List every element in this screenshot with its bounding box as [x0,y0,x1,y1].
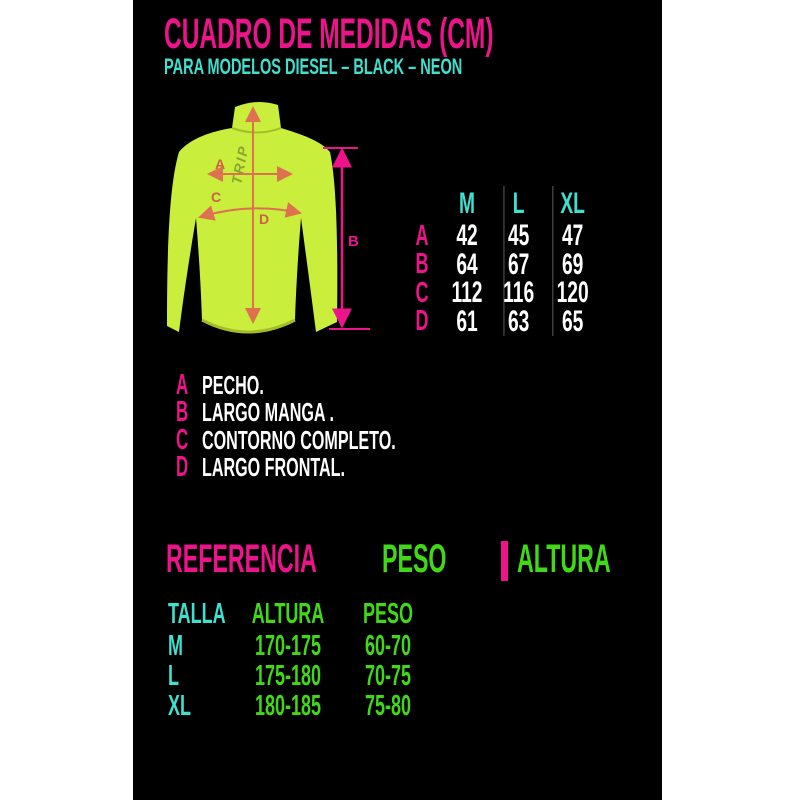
ref-row-xl-peso: 75-80 [365,689,411,722]
size-value-d-l: 63 [503,308,532,337]
size-table-corner [405,186,439,222]
legend-key-b: B [176,396,189,429]
measurement-legend [176,369,515,484]
measure-label-c: C [211,189,222,205]
legend-item-a [176,369,515,401]
ref-row-xl-talla: XL [168,689,191,722]
legend-text-c: CONTORNO COMPLETO. [202,424,396,455]
legend-item-c [176,423,515,456]
brand-logo-text: TRIP [228,143,252,186]
heading-separator-bar [501,541,508,581]
ref-row-l-talla: L [168,659,179,692]
legend-item-d [176,451,515,484]
measure-label-d: D [259,211,270,227]
size-value-d-m: 61 [456,304,478,338]
size-value-b-m: 64 [456,247,478,281]
ref-row-l-altura: 175-180 [255,659,321,692]
size-column-header-xl: XL [552,186,592,222]
size-chart-panel [133,0,662,800]
legend-item-b [176,396,515,429]
legend-key-c: C [176,423,189,456]
ref-row-l-peso: 70-75 [365,659,411,692]
legend-key-d: D [176,451,189,484]
jacket-back-illustration [160,90,410,350]
size-row-label-b: B [415,248,429,281]
legend-text-b: LARGO MANGA . [202,397,334,428]
size-value-c-xl: 120 [552,279,592,308]
reference-heading [166,539,679,579]
size-value-b-l: 67 [503,251,532,280]
weight-height-reference-table [168,597,428,721]
legend-text-d: LARGO FRONTAL. [202,452,345,483]
size-value-b-xl: 69 [552,251,592,280]
size-value-d-xl: 65 [552,308,592,337]
size-value-c-m: 112 [451,276,483,310]
size-column-header-l: L [503,186,532,222]
measure-label-b: B [348,233,359,250]
reference-heading-peso: PESO [382,537,447,581]
ref-header-talla: TALLA [168,597,226,630]
ref-header-altura: ALTURA [251,597,325,630]
page-subtitle: PARA MODELOS DIESEL – BLACK – NEON [164,54,463,79]
size-row-label-c: C [415,276,429,309]
reference-heading-altura: ALTURA [517,537,611,581]
legend-key-a: A [176,369,189,401]
ref-header-peso: PESO [363,597,413,630]
ref-row-m-talla: M [168,629,183,662]
measure-label-a: A [215,156,226,172]
size-value-a-xl: 47 [552,222,592,251]
size-row-label-a: A [415,219,429,252]
size-measurements-table [405,186,603,336]
reference-heading-referencia: REFERENCIA [166,537,317,581]
size-value-a-m: 42 [456,219,478,253]
ref-row-m-altura: 170-175 [255,629,321,662]
size-column-header-m: M [459,187,475,220]
size-value-c-l: 116 [503,276,535,310]
legend-text-a: PECHO. [202,370,264,400]
ref-row-xl-altura: 180-185 [255,689,321,722]
page-title: CUADRO DE MEDIDAS (CM) [164,10,494,58]
size-row-label-d: D [415,305,429,338]
size-value-a-l: 45 [503,222,532,251]
ref-row-m-peso: 60-70 [365,629,411,662]
